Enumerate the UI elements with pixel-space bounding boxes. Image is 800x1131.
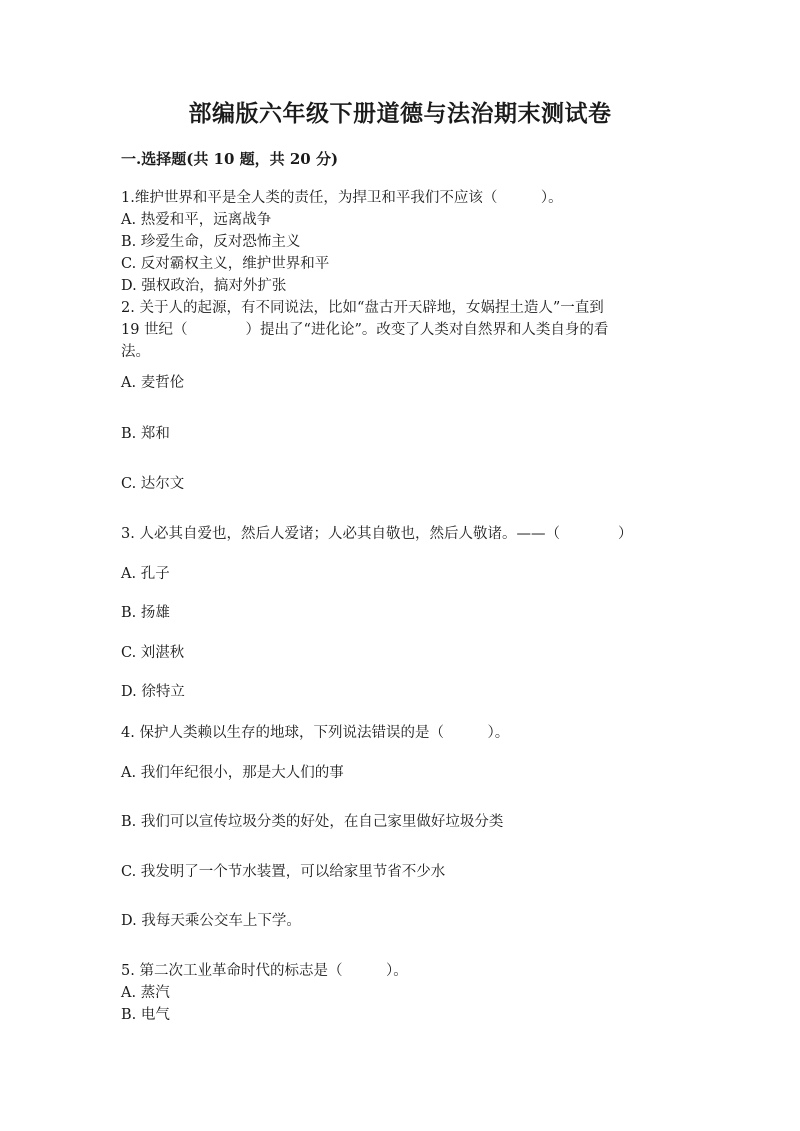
- section-heading: 一.选择题(共 10 题，共 20 分): [121, 150, 339, 168]
- question-5-option-a: A. 蒸汽: [121, 985, 170, 1001]
- question-2-option-a: A. 麦哲伦: [121, 375, 185, 391]
- question-4-stem: 4. 保护人类赖以生存的地球，下列说法错误的是（ ）。: [121, 725, 510, 741]
- question-3-option-a: A. 孔子: [121, 566, 170, 582]
- page-title: 部编版六年级下册道德与法治期末测试卷: [188, 100, 612, 127]
- question-3-option-c: C. 刘湛秋: [121, 645, 185, 661]
- question-3-option-b: B. 扬雄: [121, 605, 170, 621]
- question-5-stem: 5. 第二次工业革命时代的标志是（ ）。: [121, 963, 408, 979]
- question-1-option-d: D. 强权政治，搞对外扩张: [121, 278, 287, 294]
- question-3-stem: 3. 人必其自爱也，然后人爱诸；人必其自敬也，然后人敬诸。——（ ）: [121, 526, 633, 542]
- question-5-option-b: B. 电气: [121, 1007, 170, 1023]
- question-4-option-a: A. 我们年纪很小，那是大人们的事: [121, 765, 344, 781]
- question-1-option-b: B. 珍爱生命，反对恐怖主义: [121, 234, 301, 250]
- question-2-stem-line-1: 2. 关于人的起源，有不同说法，比如“盘古开天辟地，女娲捏土造人”一直到: [121, 300, 604, 316]
- question-1-option-c: C. 反对霸权主义，维护世界和平: [121, 256, 330, 272]
- question-2-stem-line-3: 法。: [121, 344, 150, 360]
- question-1-option-a: A. 热爱和平，远离战争: [121, 212, 272, 228]
- question-4-option-c: C. 我发明了一个节水装置，可以给家里节省不少水: [121, 864, 446, 880]
- question-4-option-b: B. 我们可以宣传垃圾分类的好处，在自己家里做好垃圾分类: [121, 814, 504, 830]
- question-2-option-c: C. 达尔文: [121, 476, 185, 492]
- question-1-stem: 1.维护世界和平是全人类的责任，为捍卫和平我们不应该（ ）。: [121, 190, 563, 206]
- question-2-option-b: B. 郑和: [121, 426, 170, 442]
- question-4-option-d: D. 我每天乘公交车上下学。: [121, 913, 301, 929]
- question-3-option-d: D. 徐特立: [121, 684, 185, 700]
- question-2-stem-line-2: 19 世纪（ ）提出了“进化论”。改变了人类对自然界和人类自身的看: [121, 322, 609, 338]
- question-2-stem: [121, 297, 681, 363]
